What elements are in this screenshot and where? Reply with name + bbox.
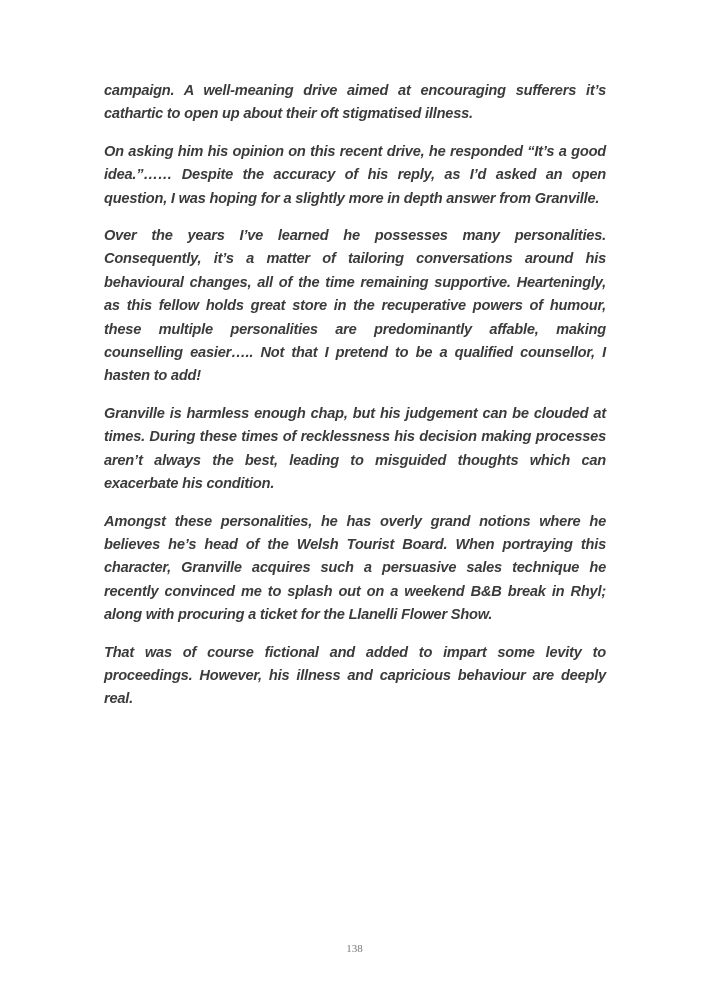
- paragraph-fictional: That was of course fictional and added to impart some levity to proceedings. However, his illness and capricious behaviour are deeply real.: [104, 644, 606, 708]
- paragraph-personalities: Over the years I’ve learned he possesses many personalities. Consequently, it’s a matter of tailoring conversations around his behavioural changes, all of the time remaining supportive. Hearteningly, as this fellow holds great store in the recuperative powers of humour, these multiple personalities are predominantly affable, making counselling easier….. Not that I pretend to be a qualified counsellor, I hasten to add!: [104, 228, 606, 385]
- paragraph-campaign: campaign. A well-meaning drive aimed at encouraging sufferers it’s cathartic to open up about their oft stigmatised illness.: [104, 83, 606, 123]
- paragraph-judgement: Granville is harmless enough chap, but his judgement can be clouded at times. During these times of recklessness his decision making processes aren’t always the best, leading to misguided thoughts which can exacerbate his condition.: [104, 405, 606, 493]
- body-text: [104, 80, 606, 726]
- paragraph-tourist-board: Amongst these personalities, he has overly grand notions where he believes he’s head of the Welsh Tourist Board. When portraying this character, Granville acquires such a persuasive sales technique he recently convinced me to splash out on a weekend B&B break in Rhyl; along with procuring a ticket for the Llanelli Flower Show.: [104, 513, 606, 624]
- paragraph-recent-drive: On asking him his opinion on this recent drive, he responded “It’s a good idea.”…… Despite the accuracy of his reply, as I’d asked an open question, I was hoping for a slightly more in depth answer from Granville.: [104, 143, 606, 207]
- page-number: 138: [346, 943, 363, 955]
